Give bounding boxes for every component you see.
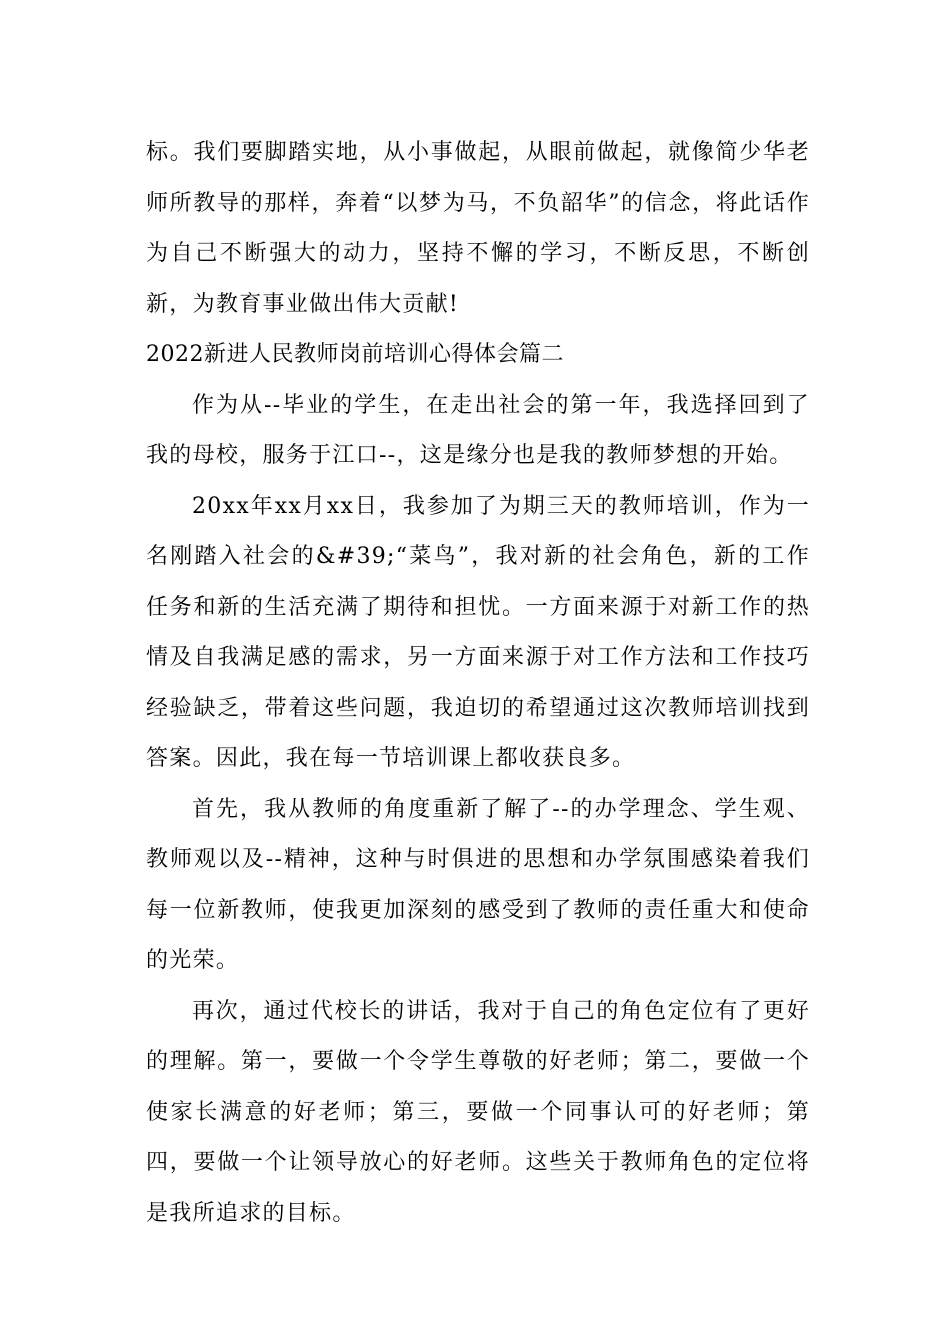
paragraph-training: 20xx年xx月xx日，我参加了为期三天的教师培训，作为一名刚踏入社会的&#39;“菜鸟”，我对新的社会角色，新的工作任务和新的生活充满了期待和担忧。一方面来源于对新工作的热情及自我满足感的需求，另一方面来源于对工作方法和工作技巧经验缺乏，带着这些问题，我迫切的希望通过这次教师培训找到答案。因此，我在每一节培训课上都收获良多。 (146, 493, 810, 771)
document-body (146, 128, 810, 1239)
paragraph-again: 再次，通过代校长的讲话，我对于自己的角色定位有了更好的理解。第一，要做一个令学生尊敬的好老师；第二，要做一个使家长满意的好老师；第三，要做一个同事认可的好老师；第四，要做一个让领导放心的好老师。这些关于教师角色的定位将是我所追求的目标。 (146, 998, 810, 1226)
paragraph-first: 首先，我从教师的角度重新了解了--的办学理念、学生观、教师观以及--精神，这种与时俱进的思想和办学氛围感染着我们每一位新教师，使我更加深刻的感受到了教师的责任重大和使命的光荣。 (146, 796, 810, 973)
paragraph-continuation: 标。我们要脚踏实地，从小事做起，从眼前做起，就像简少华老师所教导的那样，奔着“以梦为马，不负韶华”的信念，将此话作为自己不断强大的动力，坚持不懈的学习，不断反思，不断创新，为教育事业做出伟大贡献! (146, 140, 810, 317)
section-heading: 2022新进人民教师岗前培训心得体会篇二 (146, 342, 564, 367)
paragraph-graduate: 作为从--毕业的学生，在走出社会的第一年，我选择回到了我的母校，服务于江口--，这是缘分也是我的教师梦想的开始。 (146, 392, 810, 468)
